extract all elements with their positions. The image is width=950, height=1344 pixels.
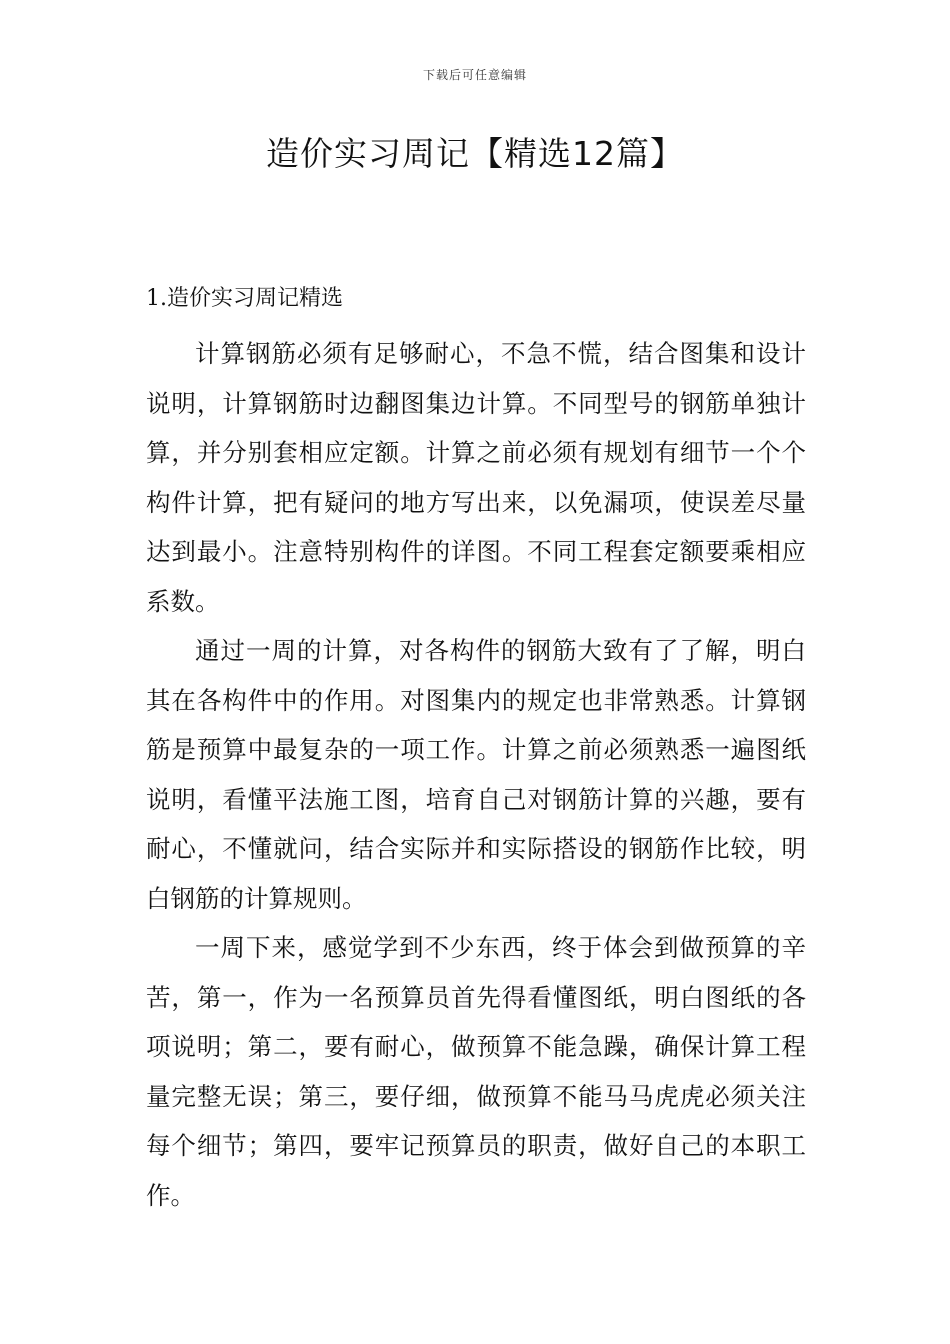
paragraph-3: 一周下来，感觉学到不少东西，终于体会到做预算的辛苦，第一，作为一名预算员首先得看懂图纸，明白图纸的各项说明；第二，要有耐心，做预算不能急躁，确保计算工程量完整无误；第三，要仔细，做预算不能马马虎虎必须关注每个细节；第四，要牢记预算员的职责，做好自己的本职工作。: [146, 933, 806, 1210]
paragraph-2: 通过一周的计算，对各构件的钢筋大致有了了解，明白其在各构件中的作用。对图集内的规定也非常熟悉。计算钢筋是预算中最复杂的一项工作。计算之前必须熟悉一遍图纸说明，看懂平法施工图，培育自己对钢筋计算的兴趣，要有耐心，不懂就问，结合实际并和实际搭设的钢筋作比较，明白钢筋的计算规则。: [146, 636, 806, 913]
header-note: 下载后可任意编辑: [422, 68, 527, 82]
section-heading: 1.造价实习周记精选: [146, 286, 343, 311]
document-title: 造价实习周记【精选12篇】: [266, 134, 684, 173]
paragraph-1: 计算钢筋必须有足够耐心，不急不慌，结合图集和设计说明，计算钢筋时边翻图集边计算。不同型号的钢筋单独计算，并分别套相应定额。计算之前必须有规划有细节一个个构件计算，把有疑问的地方写出来，以免漏项，使误差尽量达到最小。注意特别构件的详图。不同工程套定额要乘相应系数。: [146, 339, 806, 616]
document-body: [146, 281, 806, 1220]
